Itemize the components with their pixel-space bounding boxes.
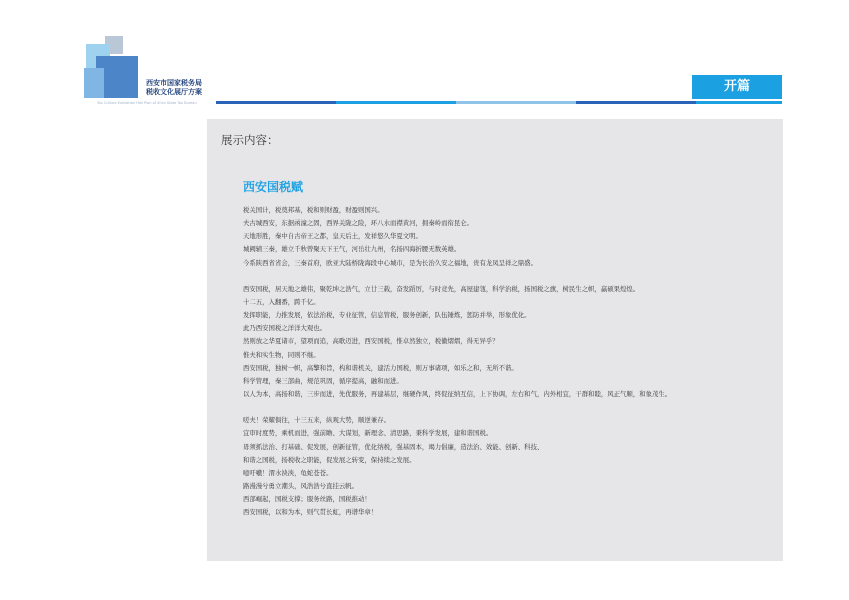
ode-line: 西部崛起，国税支撑；服务丝路，国税推动！ bbox=[243, 495, 371, 504]
ode-line: 和谐之国税，扬税收之职能，促发展之转变，保持续之发展。 bbox=[243, 455, 416, 464]
ode-line: 西安国税，居天地之雄伟，聚乾坤之浩气，立廿三载，奋发蹈厉，与时竞先，高屋建瓴，科学治税，扬国税之旗，树民生之帜，赢硕果煌煌。 bbox=[243, 284, 640, 293]
organization-name bbox=[146, 79, 202, 97]
ode-line: 发挥职能，力推发展，依法治税，专业征管，信息管税，服务创新，队伍锤炼，惩防并举，形象优化。 bbox=[243, 311, 531, 320]
panel-label: 展示内容： bbox=[221, 133, 279, 147]
paragraph-gap bbox=[243, 401, 779, 414]
ode-line: 西安国税，独树一帜，高擎和旨，构和谐机关，建活力国税，则万事诸项，如乐之和，无所不谐。 bbox=[243, 363, 518, 372]
ode-line: 嗟夫！荣耀俱往，十三五来，纵观大势，顺逆兼存。 bbox=[243, 416, 390, 425]
ode-line: 宜审时度势，乘机而进，强前瞻、大谋划，新理念、清思路，秉科学发展，建和谐国税。 bbox=[243, 429, 493, 438]
ode-line: 惟夫和实生物，同则不继。 bbox=[243, 350, 320, 359]
ode-line: 夫古城西安，东据函潼之固，西界关陇之险，环八水而襟黄河，拥秦岭而衔昆仑。 bbox=[243, 219, 474, 228]
ode-line: 此乃西安国税之洋洋大观也。 bbox=[243, 324, 327, 333]
ode-line: 毋须抓法治、打基础、促发展，创新征管，优化纳税，强基固本，竭力倡廉，造法治、效能、创新、科技、 bbox=[243, 442, 544, 451]
paragraph-gap bbox=[243, 270, 779, 283]
header-rule-segment bbox=[696, 101, 782, 104]
header-rule-segment bbox=[336, 101, 456, 104]
ode-line: 税关国计，税奠邦基，税和则财盈，财盈则国兴。 bbox=[243, 206, 384, 214]
ode-line: 城阙辅三秦，雄立千秋曾聚天下王气，河岳壮九州，名扬四海折腰无数英雄。 bbox=[243, 245, 461, 254]
section-label: 开篇 bbox=[692, 75, 782, 99]
ode-line: 十二五，入翻番，跨千亿。 bbox=[243, 297, 320, 306]
org-name-line2: 税收文化展厅方案 bbox=[146, 88, 202, 96]
ode-line: 以人为本，高扬和谐，三步而进，先优服务，再建基层，继硬作风，终促征纳互信，上下协调，左右和气，内外相宜，干群和睦，风正气顺，和象茂生。 bbox=[243, 389, 672, 398]
organization-name-english: Tax Culture Exhibition Hall Plan of Xi'an State Tax Bureau bbox=[97, 101, 197, 105]
header-rule-segment bbox=[216, 101, 336, 104]
header-rule-segment bbox=[576, 101, 696, 104]
org-name-line1: 西安市国家税务局 bbox=[146, 79, 202, 87]
ode-line: 今系陕西省省会，三秦首府，欧亚大陆桥陇海段中心城市，是为长治久安之福地，贵有龙凤呈祥之鼎盛。 bbox=[243, 258, 537, 267]
ode-body bbox=[243, 204, 779, 519]
ode-line: 路漫漫兮勇立潮头，风浩浩兮直挂云帆。 bbox=[243, 481, 359, 490]
logo-square-mid-blue bbox=[84, 68, 104, 98]
ode-line: 然则放之华夏诸市，望项而追，高歌迈进，西安国税，惟卓然独立，税徽熠熠，得无异乎？ bbox=[243, 337, 499, 346]
header-rule-segment bbox=[456, 101, 576, 104]
ode-line: 西安国税，以和为本，则气贯长虹，再谱华章！ bbox=[243, 508, 378, 517]
ode-line: 科学管理，秦三部曲，规范巩固，循序提高，融和而进。 bbox=[243, 376, 403, 385]
content-panel bbox=[207, 119, 783, 561]
ode-line: 噫吁嚱！渭水泱泱，龟蛇苍苍。 bbox=[243, 468, 333, 477]
ode-line: 天地形胜，秦中自古帝王之都，皇天后土，发祥悠久华夏文明。 bbox=[243, 232, 422, 241]
ode-title: 西安国税赋 bbox=[243, 180, 304, 194]
